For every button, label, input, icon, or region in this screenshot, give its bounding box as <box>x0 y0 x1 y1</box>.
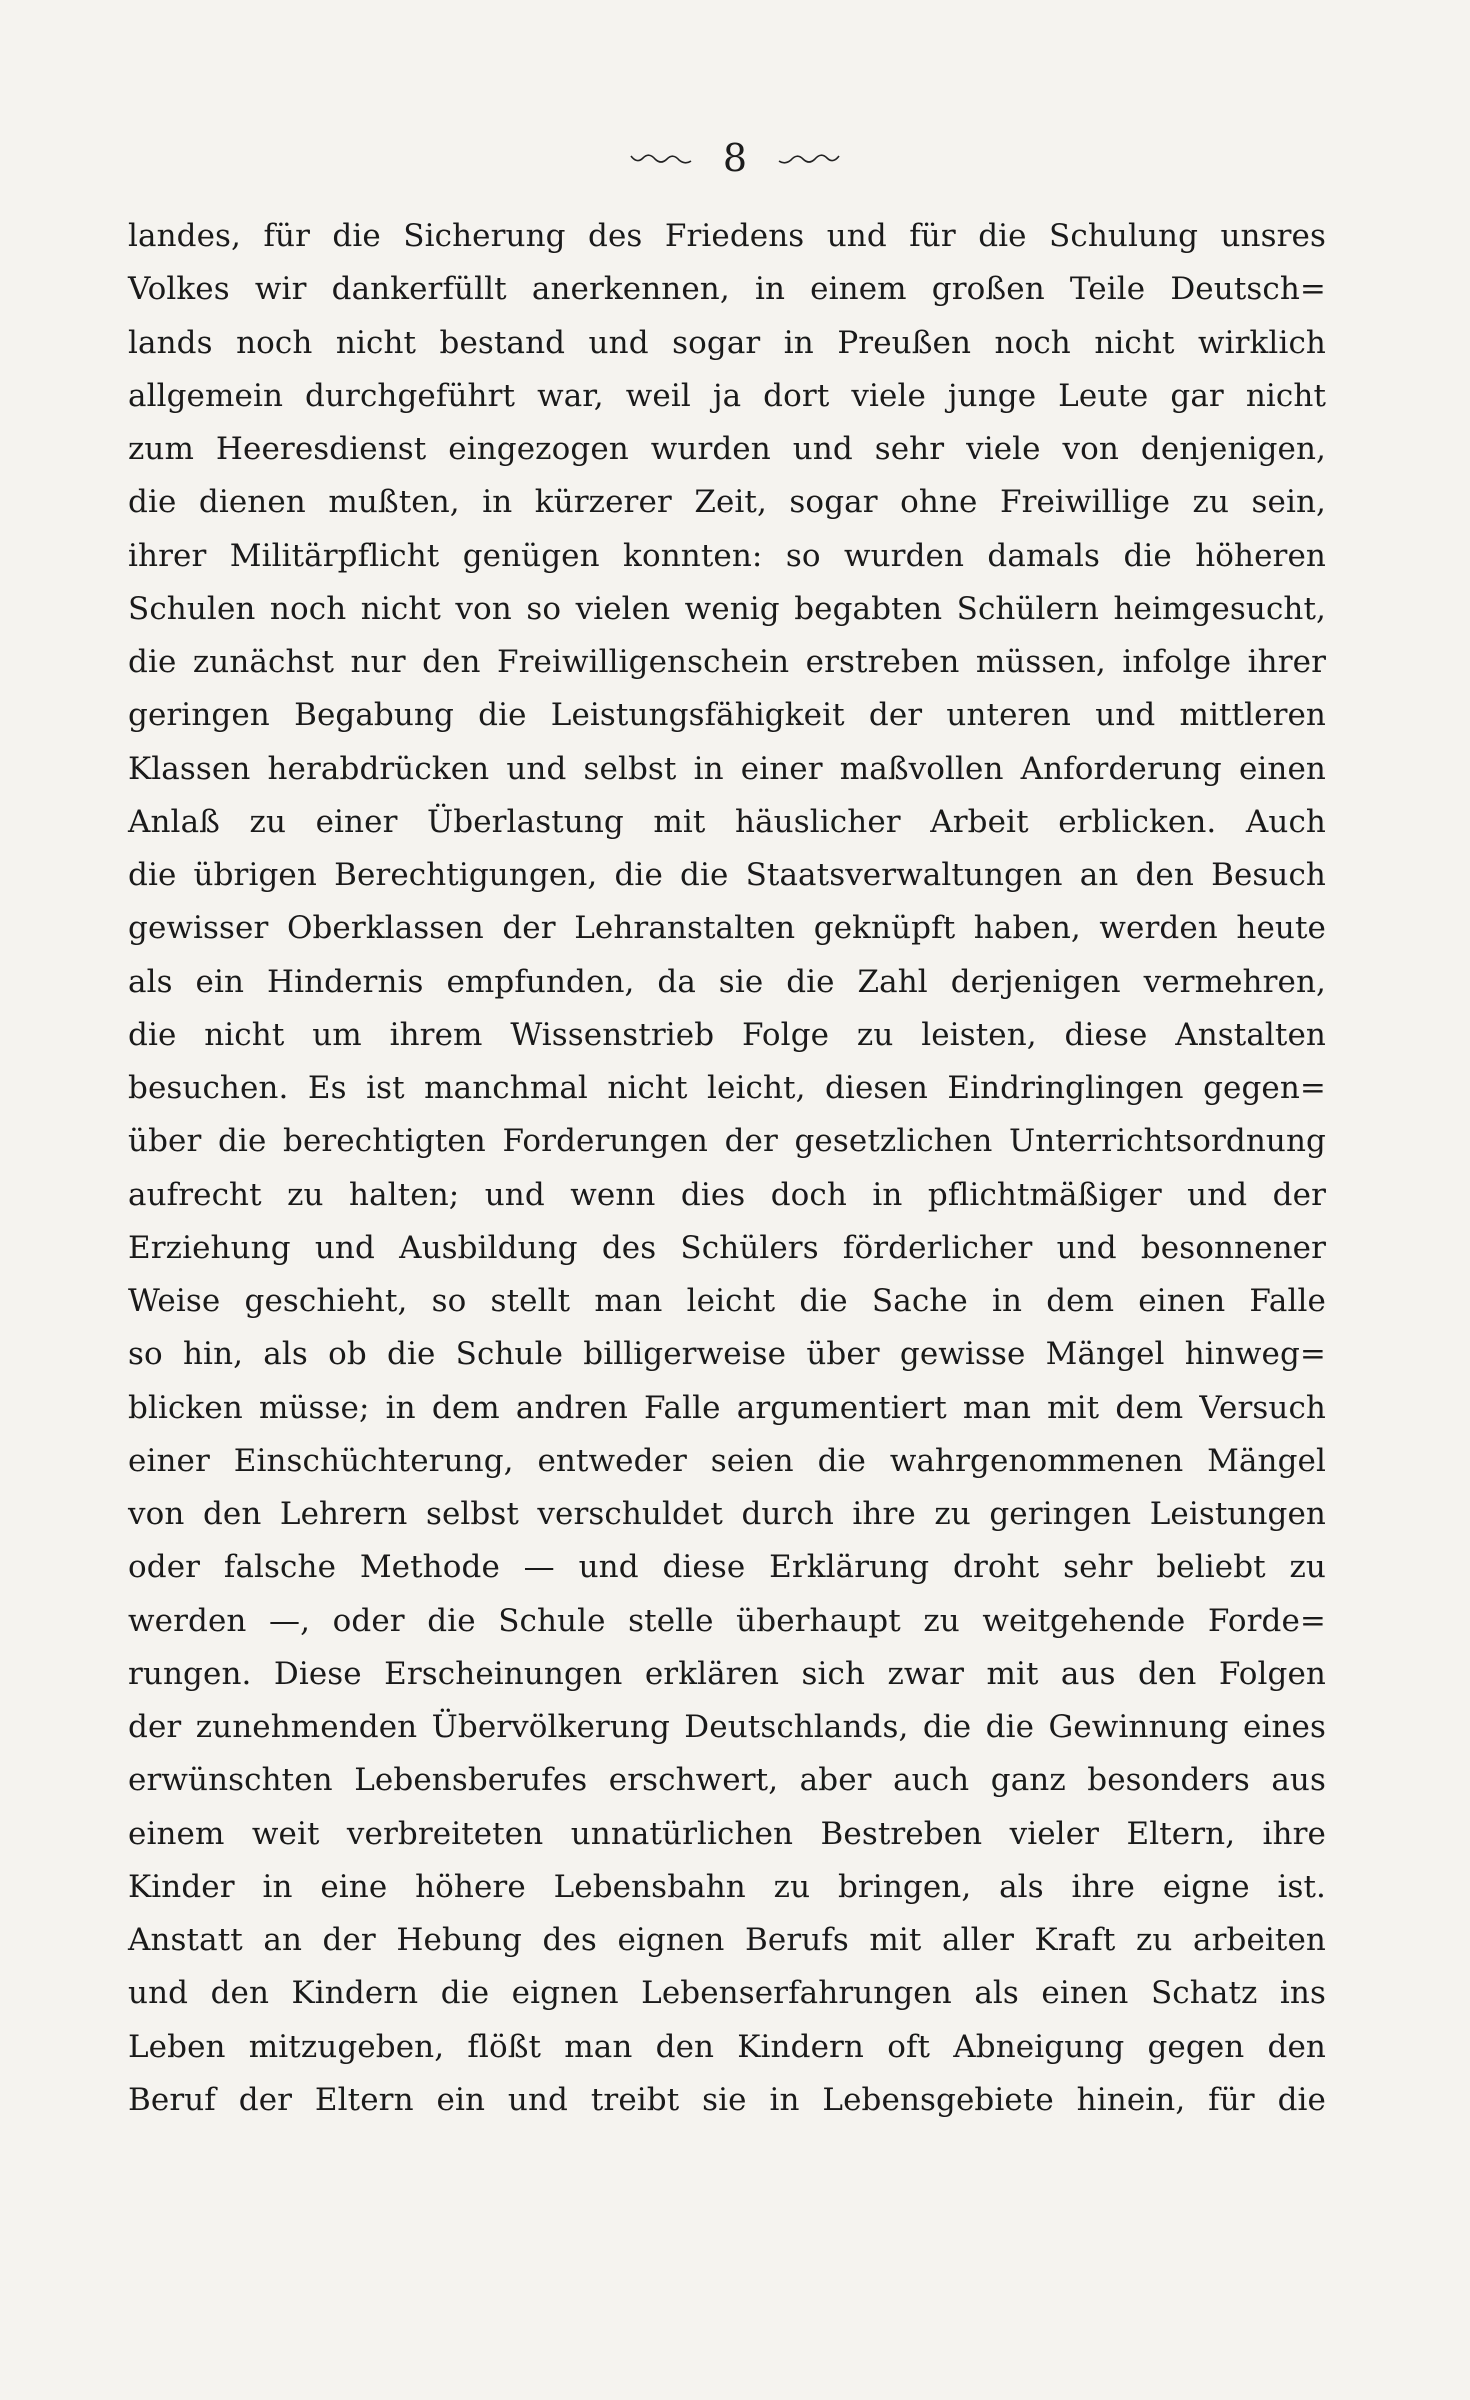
wavy-line-ornament-right-icon <box>777 150 841 166</box>
text-line: die zunächst nur den Freiwilligenschein erstreben müssen, infolge ihrer <box>128 644 1326 680</box>
text-line: Weise geschieht, so stellt man leicht die Sache in dem einen Falle <box>128 1283 1326 1319</box>
text-line: Volkes wir dankerfüllt anerkennen, in einem großen Teile Deutsch= <box>128 271 1326 308</box>
text-line: Schulen noch nicht von so vielen wenig begabten Schülern heimgesucht, <box>128 590 1326 627</box>
text-line: besuchen. Es ist manchmal nicht leicht, diesen Eindringlingen gegen= <box>128 1070 1326 1106</box>
text-line: die dienen mußten, in kürzerer Zeit, sogar ohne Freiwillige zu sein, <box>128 484 1326 521</box>
text-line: oder falsche Methode — und diese Erklärung droht sehr beliebt zu <box>128 1549 1326 1586</box>
text-line: lands noch nicht bestand und sogar in Preußen noch nicht wirklich <box>128 324 1326 361</box>
text-line: so hin, als ob die Schule billigerweise über gewisse Mängel hinweg= <box>128 1336 1326 1373</box>
text-line: als ein Hindernis empfunden, da sie die Zahl derjenigen vermehren, <box>128 963 1326 1000</box>
text-line: landes, für die Sicherung des Friedens und für die Schulung unsres <box>128 218 1326 254</box>
wavy-line-ornament-left-icon <box>629 150 693 166</box>
text-line: zum Heeresdienst eingezogen wurden und sehr viele von denjenigen, <box>128 431 1326 467</box>
body-text <box>128 210 1326 2127</box>
text-line: einer Einschüchterung, entweder seien die wahrgenommenen Mängel <box>128 1442 1326 1479</box>
text-line: über die berechtigten Forderungen der gesetzlichen Unterrichtsordnung <box>128 1123 1326 1160</box>
text-line: einem weit verbreiteten unnatürlichen Bestreben vieler Eltern, ihre <box>128 1815 1326 1852</box>
text-line: Erziehung und Ausbildung des Schülers förderlicher und besonnener <box>128 1229 1326 1266</box>
text-line: Beruf der Eltern ein und treibt sie in Lebensgebiete hinein, für die <box>128 2081 1326 2118</box>
text-line: Leben mitzugeben, flößt man den Kindern oft Abneigung gegen den <box>128 2028 1326 2065</box>
text-line: allgemein durchgeführt war, weil ja dort viele junge Leute gar nicht <box>128 377 1326 414</box>
page-number: 8 <box>722 136 748 180</box>
text-line: aufrecht zu halten; und wenn dies doch in pflichtmäßiger und der <box>128 1176 1326 1213</box>
text-line: werden —, oder die Schule stelle überhaupt zu weitgehende Forde= <box>128 1602 1326 1639</box>
text-line: rungen. Diese Erscheinungen erklären sich zwar mit aus den Folgen <box>128 1655 1326 1692</box>
text-line: geringen Begabung die Leistungsfähigkeit der unteren und mittleren <box>128 697 1326 734</box>
text-line: Kinder in eine höhere Lebensbahn zu bringen, als ihre eigne ist. <box>128 1868 1326 1905</box>
text-line: Anstatt an der Hebung des eignen Berufs mit aller Kraft zu arbeiten <box>128 1922 1326 1958</box>
page-header <box>0 128 1470 188</box>
text-line: Anlaß zu einer Überlastung mit häuslicher Arbeit erblicken. Auch <box>128 803 1326 840</box>
text-line: Klassen herabdrücken und selbst in einer maßvollen Anforderung einen <box>128 750 1326 787</box>
text-line: erwünschten Lebensberufes erschwert, aber auch ganz besonders aus <box>128 1762 1326 1799</box>
text-line: blicken müsse; in dem andren Falle argumentiert man mit dem Versuch <box>128 1389 1326 1426</box>
text-line: die nicht um ihrem Wissenstrieb Folge zu leisten, diese Anstalten <box>128 1016 1326 1053</box>
text-line: die übrigen Berechtigungen, die die Staatsverwaltungen an den Besuch <box>128 857 1326 893</box>
text-line: der zunehmenden Übervölkerung Deutschlands, die die Gewinnung eines <box>128 1709 1326 1745</box>
text-line: ihrer Militärpflicht genügen konnten: so wurden damals die höheren <box>128 537 1326 574</box>
text-line: und den Kindern die eignen Lebenserfahrungen als einen Schatz ins <box>128 1975 1326 2012</box>
text-line: gewisser Oberklassen der Lehranstalten geknüpft haben, werden heute <box>128 910 1326 947</box>
text-line: von den Lehrern selbst verschuldet durch ihre zu geringen Leistungen <box>128 1496 1326 1532</box>
